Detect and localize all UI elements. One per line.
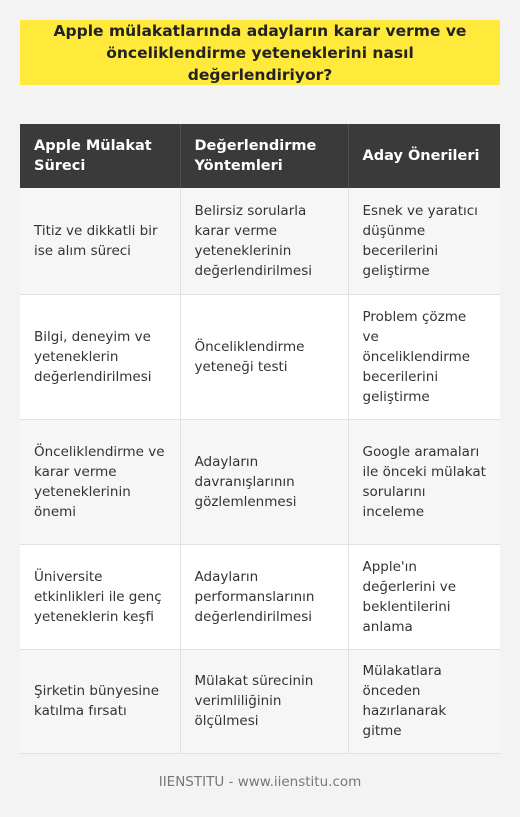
table-row (20, 544, 500, 649)
table-cell: Adayların performanslarının değerlendirilmesi (180, 544, 348, 649)
table-header-row (20, 124, 500, 188)
table-cell: Esnek ve yaratıcı düşünme becerilerini geliştirme (348, 188, 500, 294)
table-cell: Mülakatlara önceden hazırlanarak gitme (348, 649, 500, 753)
footer-credit: IIENSTITU - www.iienstitu.com (158, 774, 362, 790)
table-cell: Adayların davranışlarının gözlemlenmesi (180, 419, 348, 544)
table-row (20, 649, 500, 753)
table-cell: Üniversite etkinlikleri ile genç yeteneklerin keşfi (20, 544, 180, 649)
table-cell: Apple'ın değerlerini ve beklentilerini anlama (348, 544, 500, 649)
table-cell: Mülakat sürecinin verimliliğinin ölçülmesi (180, 649, 348, 753)
header-cell: Apple Mülakat Süreci (20, 124, 180, 188)
table-cell: Problem çözme ve önceliklendirme becerilerini geliştirme (348, 294, 500, 419)
table-cell: Google aramaları ile önceki mülakat sorularını inceleme (348, 419, 500, 544)
table-cell: Titiz ve dikkatli bir ise alım süreci (20, 188, 180, 294)
table-cell: Önceliklendirme yeteneği testi (180, 294, 348, 419)
page-title: Apple mülakatlarında adayların karar verme ve önceliklendirme yeteneklerini nasıl değerlendiriyor? (53, 21, 467, 84)
title-banner (20, 20, 500, 85)
table-cell: Belirsiz sorularla karar verme yeteneklerinin değerlendirilmesi (180, 188, 348, 294)
table-row (20, 294, 500, 419)
table-cell: Şirketin bünyesine katılma fırsatı (20, 649, 180, 753)
table-row (20, 419, 500, 544)
comparison-table (20, 124, 500, 754)
table-row (20, 188, 500, 294)
header-cell: Değerlendirme Yöntemleri (180, 124, 348, 188)
table-cell: Bilgi, deneyim ve yeteneklerin değerlendirilmesi (20, 294, 180, 419)
table-cell: Önceliklendirme ve karar verme yeteneklerinin önemi (20, 419, 180, 544)
header-cell: Aday Önerileri (348, 124, 500, 188)
